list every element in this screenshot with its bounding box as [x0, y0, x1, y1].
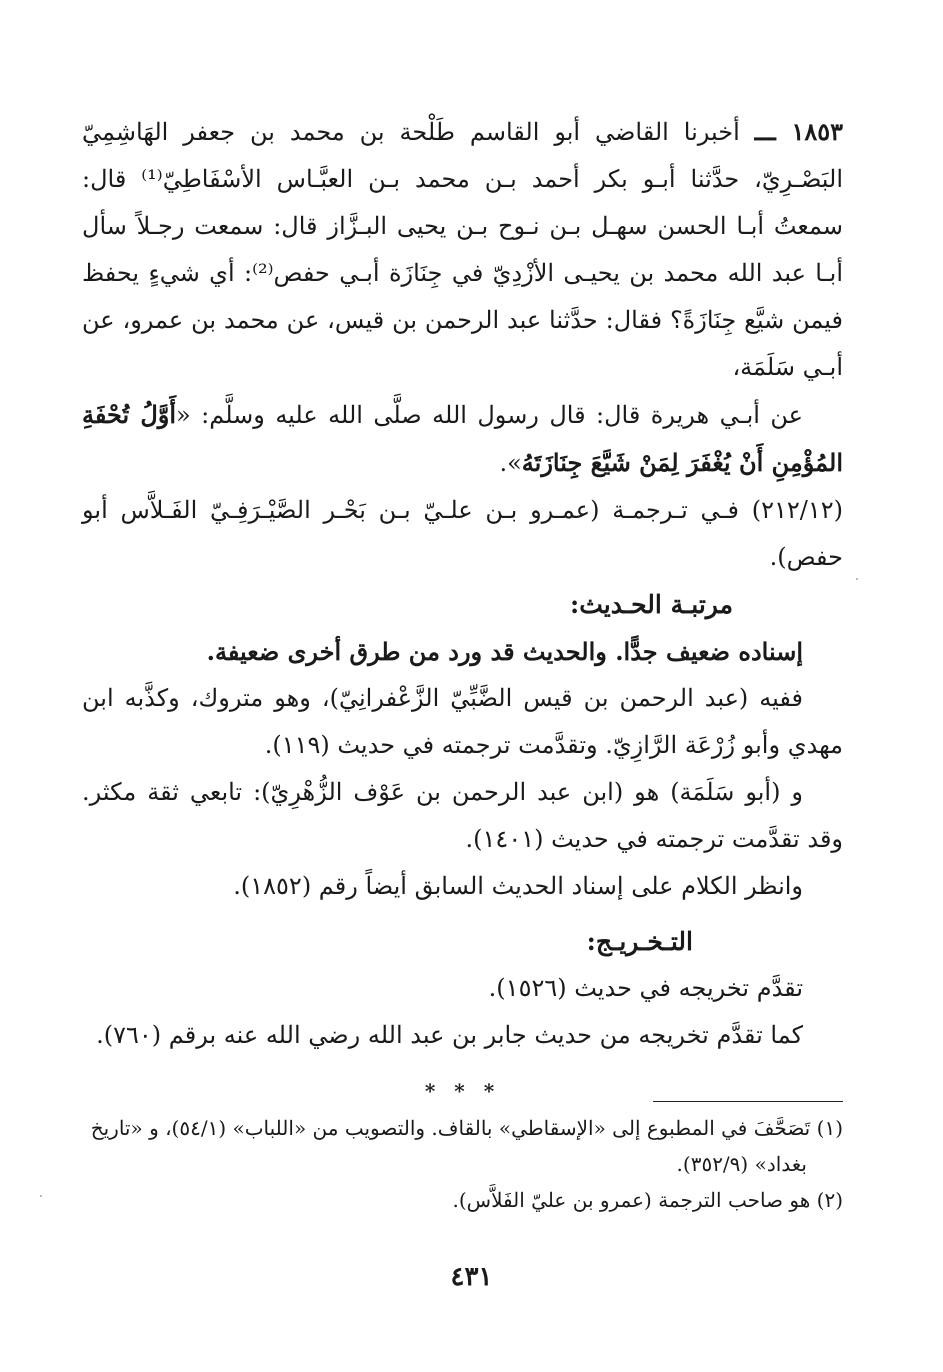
grading-summary: إسناده ضعيف جدًّا. والحديث قد ورد من طرق أخرى ضعيفة. [206, 637, 803, 666]
footnote-1 [82, 1110, 843, 1146]
footnote-1-mark: (١) [816, 1116, 843, 1140]
hadith-matn [82, 391, 843, 487]
footnote-rule [653, 1101, 843, 1102]
matn-quote: أَوَّلُ تُحْفَةِ المُؤْمِنِ أَنْ يُغْفَرَ لِمَنْ شَيَّعَ جِنَازَتَهُ [82, 400, 843, 477]
hadith-number: ١٨٥٣ ـــ [754, 117, 843, 146]
section-separator: * * * [424, 1079, 501, 1103]
hadith-source: (٢١٢/١٢) فـي تـرجمـة (عمـرو بـن علـيّ بـن بَحْـر الصَّيْـرَفِـيّ الفَـلاَّس أبو حفص). [82, 496, 843, 571]
grading-paragraph-3: وانظر الكلام على إسناد الحديث السابق أيضاً رقم (١٨٥٢). [233, 872, 803, 900]
footnote-2-text: هو صاحب الترجمة (عمرو بن عليّ الفَلاَّس). [452, 1188, 811, 1212]
grading-paragraph-1: ففيه (عبد الرحمن بن قيس الضَّبِّيّ الزَّعْفرانِيّ)، وهو متروك، وكذَّبه ابن مهدي وأبو زُرْعَة الرَّازِيّ. وتقدَّمت ترجمته في حديث (١١٩). [82, 684, 843, 759]
matn-end: ». [499, 449, 522, 477]
grading-paragraph-2: و (أبو سَلَمَة) هو (ابن عبد الرحمن بن عَوْف الزُّهْرِيّ): تابعي ثقة مكثر. وقد تقدَّمت ترجمته في حديث (١٤٠١). [82, 778, 843, 853]
footnotes [82, 1110, 843, 1218]
scan-speck [856, 578, 858, 580]
hadith-isnad [82, 108, 843, 391]
matn-intro: عن أبـي هريرة قال: قال رسول الله صلَّى الله عليه وسلَّم: « [176, 401, 803, 429]
grading-title: مرتبـة الحـديث: [569, 590, 733, 619]
takhrij-paragraph-1: تقدَّم تخريجه في حديث (١٥٢٦). [488, 974, 803, 1002]
scan-speck [40, 1195, 42, 1197]
main-text [82, 108, 843, 1111]
takhrij-title: التـخـريـج: [586, 927, 693, 956]
hadith-text: أخبرنا القاضي أبو القاسم طَلْحة بن محمد بن جعفر الهَاشِمِيّ البَصْـرِيّ، حدَّثنا أبـو بكر أحمد بـن محمد بـن العبَّـاس الأسْفَاطِيّ⁽¹⁾ قال: سمعتُ أبـا الحسن سهـل بـن نـوح بـن يحيى البـزَّاز قال: سمعت رجـلاً سأل أبـا عبد الله محمد بن يحيـى الأزْدِيّ في جِنَازَة أبـي حفص⁽²⁾: أي شيءٍ يحفظ فيمن شيَّع جِنَازَةً؟ فقال: حدَّثنا عبد الرحمن بن قيس، عن محمد بن عمرو، عن أبـي سَلَمَة، [82, 118, 844, 381]
footnote-1-text: تَصَحَّفَ في المطبوع إلى «الإسقاطي» بالقاف. والتصويب من «اللباب» (٥٤/١)، و «تاريخ [90, 1116, 811, 1140]
footnote-2 [82, 1182, 843, 1218]
footnote-1-continued: بغداد» (٣٥٢/٩). [676, 1152, 807, 1176]
takhrij-paragraph-2: كما تقدَّم تخريجه من حديث جابر بن عبد الله رضي الله عنه برقم (٧٦٠). [96, 1021, 803, 1049]
page-number: ٤٣١ [450, 1262, 493, 1292]
footnote-2-mark: (٢) [816, 1188, 843, 1212]
